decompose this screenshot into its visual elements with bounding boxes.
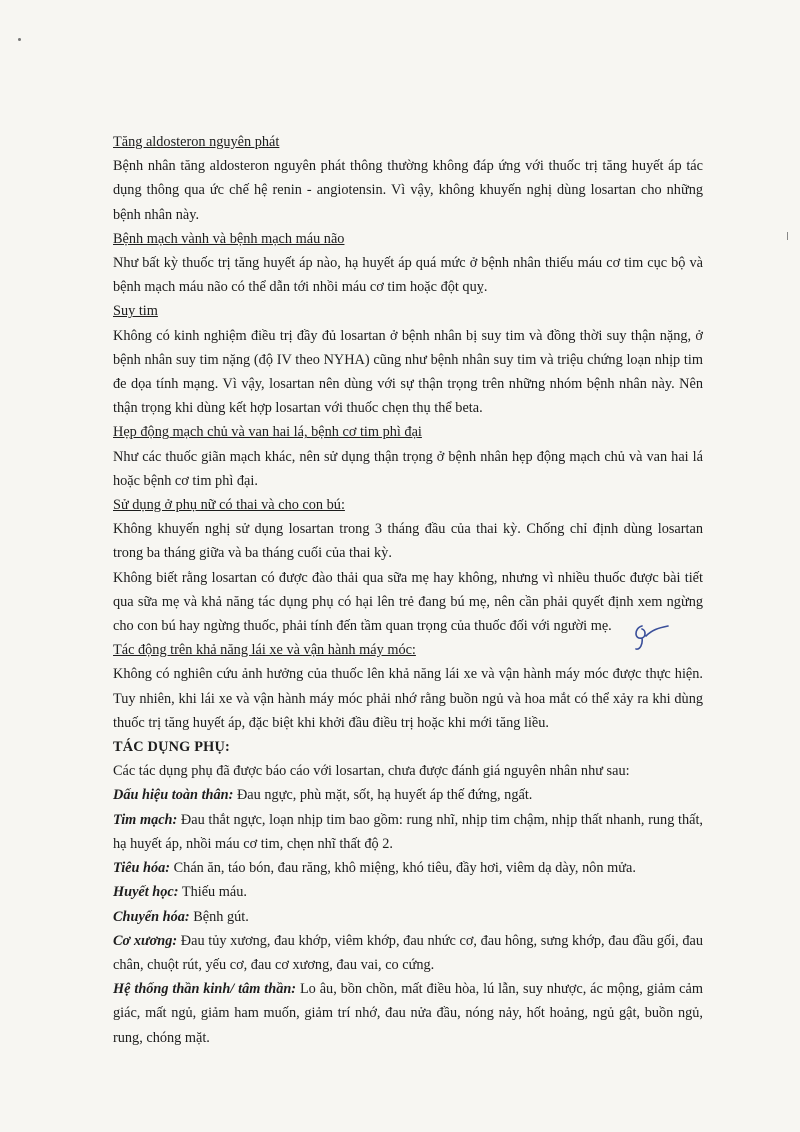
side-effect-category: Huyết học: bbox=[113, 884, 179, 901]
side-effect-category: Tim mạch: bbox=[113, 811, 178, 828]
side-effect-item bbox=[113, 808, 703, 856]
section-heading: Sử dụng ở phụ nữ có thai và cho con bú: bbox=[113, 497, 345, 514]
document-body bbox=[113, 130, 703, 1050]
side-effect-item bbox=[113, 977, 703, 1050]
paragraph: Như bất kỳ thuốc trị tăng huyết áp nào, hạ huyết áp quá mức ở bệnh nhân thiếu máu cơ tim cục bộ và bệnh mạch máu não có thể dẫn tới nhồi máu cơ tim hoặc đột quỵ. bbox=[113, 255, 703, 296]
side-effect-item bbox=[113, 929, 703, 977]
side-effect-category: Chuyển hóa: bbox=[113, 908, 190, 925]
paragraph: Không có nghiên cứu ảnh hưởng của thuốc lên khả năng lái xe và vận hành máy móc được thực hiện. Tuy nhiên, khi lái xe và vận hành máy móc phải nhớ rằng buồn ngủ và hoa mắt có thể xảy ra khi dùng thuốc trị tăng huyết áp, đặc biệt khi khởi đầu điều trị hoặc khi mới tăng liều. bbox=[113, 666, 703, 731]
side-effect-category: Cơ xương: bbox=[113, 932, 178, 949]
side-effect-text: Chán ăn, táo bón, đau răng, khô miệng, khó tiêu, đầy hơi, viêm dạ dày, nôn mửa. bbox=[170, 860, 636, 877]
side-effect-text: Lo âu, bồn chồn, mất điều hòa, lú lẫn, suy nhược, ác mộng, giảm cảm giác, mất ngủ, giảm ham muốn, giảm trí nhớ, đau nửa đầu, nóng nảy, hốt hoảng, ngủ gật, buồn ngủ, rung, chóng mặt. bbox=[113, 981, 703, 1046]
side-effect-text: Đau tủy xương, đau khớp, viêm khớp, đau nhức cơ, đau hông, sưng khớp, đau đầu gối, đau chân, chuột rút, yếu cơ, đau cơ xương, đau vai, co cứng. bbox=[113, 932, 704, 973]
side-effect-text: Đau ngực, phù mặt, sốt, hạ huyết áp thế đứng, ngất. bbox=[233, 787, 533, 804]
margin-handwritten-note bbox=[0, 580, 2, 604]
side-effect-category: Hệ thống thần kinh/ tâm thần: bbox=[113, 981, 297, 998]
side-effect-text: Bệnh gút. bbox=[189, 908, 249, 925]
paragraph: Không khuyến nghị sử dụng losartan trong 3 tháng đầu của thai kỳ. Chống chỉ định dùng losartan trong ba tháng giữa và ba tháng cuối của thai kỳ. bbox=[113, 521, 703, 562]
side-effect-item bbox=[113, 783, 703, 807]
paragraph: Các tác dụng phụ đã được báo cáo với losartan, chưa được đánh giá nguyên nhân như sau: bbox=[113, 763, 630, 780]
section-heading: Hẹp động mạch chủ và van hai lá, bệnh cơ tim phì đại bbox=[113, 424, 422, 441]
side-effect-item bbox=[113, 905, 703, 929]
major-heading: TÁC DỤNG PHỤ: bbox=[113, 739, 230, 756]
side-effect-text: Thiếu máu. bbox=[178, 884, 247, 901]
side-effect-category: Dấu hiệu toàn thân: bbox=[113, 787, 234, 804]
side-effect-item bbox=[113, 856, 703, 880]
section-heading: Tăng aldosteron nguyên phát bbox=[113, 134, 280, 150]
paragraph: Như các thuốc giãn mạch khác, nên sử dụng thận trọng ở bệnh nhân hẹp động mạch chủ và van hai lá hoặc bệnh cơ tim phì đại. bbox=[113, 448, 703, 489]
section-heading: Tác động trên khả năng lái xe và vận hành máy móc: bbox=[113, 642, 416, 659]
scan-speck bbox=[18, 38, 21, 41]
side-effect-text: Đau thắt ngực, loạn nhịp tim bao gồm: rung nhĩ, nhịp tim chậm, nhịp thất nhanh, rung thất, hạ huyết áp, nhồi máu cơ tim, chẹn nhĩ thất độ 2. bbox=[113, 811, 704, 852]
side-effect-item bbox=[113, 880, 703, 904]
side-effect-category: Tiêu hóa: bbox=[113, 860, 171, 877]
paragraph: Bệnh nhân tăng aldosteron nguyên phát thông thường không đáp ứng với thuốc trị tăng huyết áp tác dụng thông qua ức chế hệ renin - angiotensin. Vì vậy, không khuyến nghị dùng losartan cho những bệnh nhân này. bbox=[113, 158, 703, 223]
section-heading: Suy tim bbox=[113, 303, 158, 320]
section-heading: Bệnh mạch vành và bệnh mạch máu não bbox=[113, 230, 345, 247]
scan-mark bbox=[787, 232, 788, 240]
paragraph: Không có kinh nghiệm điều trị đầy đủ losartan ở bệnh nhân bị suy tim và đồng thời suy thận nặng, ở bệnh nhân suy tim nặng (độ IV theo NYHA) cũng như bệnh nhân suy tim và triệu chứng loạn nhịp tim đe dọa tính mạng. Vì vậy, losartan nên dùng với sự thận trọng trên những nhóm bệnh nhân này. Nên thận trọng khi dùng kết hợp losartan với thuốc chẹn thụ thể beta. bbox=[113, 327, 703, 417]
paragraph: Không biết rằng losartan có được đào thải qua sữa mẹ hay không, nhưng vì nhiều thuốc được bài tiết qua sữa mẹ và khả năng tác dụng phụ có hại lên trẻ đang bú mẹ, nên cần phải quyết định xem ngừng cho con bú hay ngừng thuốc, phải tính đến tầm quan trọng của thuốc đối với người mẹ. bbox=[113, 569, 703, 635]
